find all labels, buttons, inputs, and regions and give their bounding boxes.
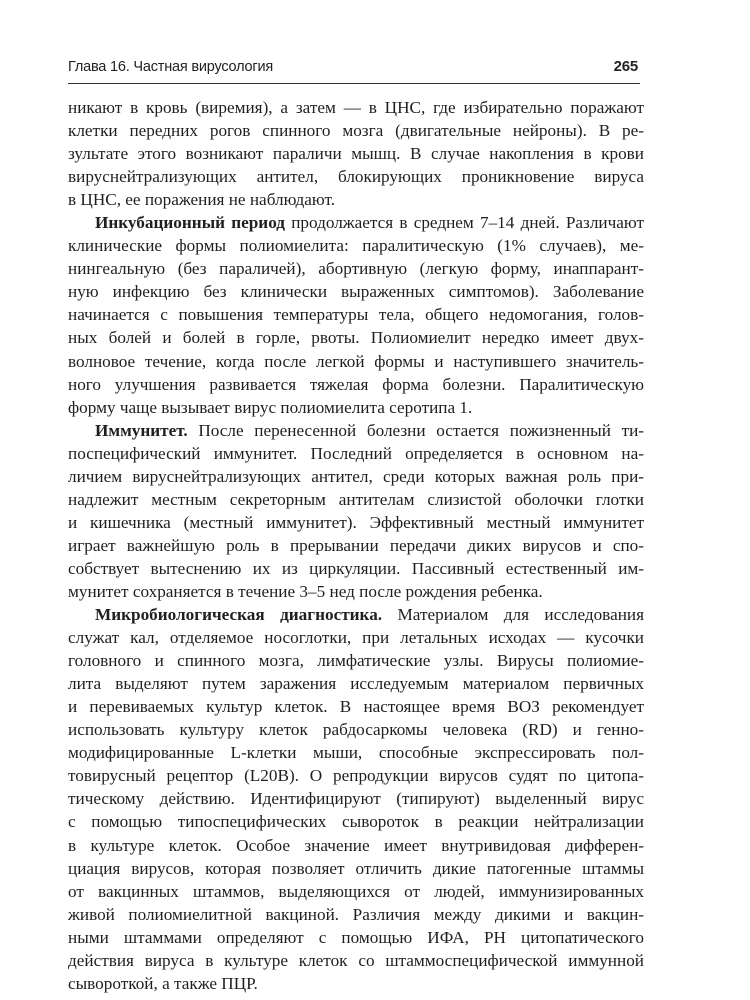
text-line: [68, 926, 644, 949]
line-text: ными штаммами определяют с помощью ИФА, РН цитопатического: [68, 927, 644, 947]
text-line: [68, 303, 644, 326]
text-line: [68, 465, 644, 488]
line-text: начинается с повышения температуры тела, общего недомогания, голов-: [68, 305, 644, 325]
line-text: личием вируснейтрализующих антител, среди которых важная роль при-: [68, 466, 644, 486]
running-header: [68, 58, 638, 75]
text-line: [68, 326, 644, 349]
line-text: циация вирусов, которая позволяет отличить дикие патогенные штаммы: [68, 858, 644, 878]
line-text: играет важнейшую роль в прерывании передачи диких вирусов и спо-: [68, 535, 644, 555]
line-text: клинические формы полиомиелита: паралитическую (1% случаев), ме-: [68, 236, 644, 256]
text-line: [68, 741, 644, 764]
line-text: нингеальную (без параличей), абортивную (легкую форму, инаппарант-: [68, 259, 644, 279]
text-line: [68, 718, 644, 741]
line-text: от вакцинных штаммов, выделяющихся от людей, иммунизированных: [68, 881, 644, 901]
line-text: служат кал, отделяемое носоглотки, при летальных исходах — кусочки: [68, 628, 644, 648]
text-line: [68, 211, 644, 234]
paragraph: [68, 96, 644, 211]
line-text: тическому действию. Идентифицируют (типируют) выделенный вирус: [68, 789, 644, 809]
text-line: [68, 695, 644, 718]
line-text: товирусный рецептор (L20B). О репродукции вирусов судят по цитопа-: [68, 766, 644, 786]
text-line: [68, 280, 644, 303]
line-text: ных болей и болей в горле, рвоты. Полиомиелит нередко имеет двух-: [68, 328, 644, 348]
line-text: Материалом для исследования: [382, 605, 645, 625]
line-text: продолжается в среднем 7–14 дней. Различают: [285, 213, 644, 233]
text-line: [68, 350, 644, 373]
text-line: [68, 557, 644, 580]
paragraph: [68, 419, 644, 603]
line-text: живой полиомиелитной вакциной. Различия между дикими и вакцин-: [68, 904, 644, 924]
line-text: форму чаще вызывает вирус полиомиелита серотипа 1.: [68, 397, 473, 417]
text-line: [68, 626, 644, 649]
body-text: [68, 96, 644, 995]
text-line: [68, 142, 644, 165]
text-line: [68, 672, 644, 695]
line-text: в культуре клеток. Особое значение имеет внутривидовая дифферен-: [68, 835, 644, 855]
text-line: [68, 580, 644, 603]
text-line: [68, 119, 644, 142]
text-line: [68, 511, 644, 534]
text-line: [68, 188, 644, 211]
text-line: [68, 442, 644, 465]
text-line: [68, 880, 644, 903]
line-text: сывороткой, а также ПЦР.: [68, 973, 258, 993]
line-text: ную инфекцию без клинически выраженных симптомов). Заболевание: [68, 282, 644, 302]
line-text: волновое течение, когда после легкой формы и наступившего значитель-: [68, 351, 644, 371]
text-line: [68, 834, 644, 857]
section-keyword: Иммунитет.: [95, 420, 188, 440]
text-line: [68, 165, 644, 188]
line-text: использовать культуру клеток рабдосаркомы человека (RD) и генно-: [68, 720, 644, 740]
text-line: [68, 373, 644, 396]
text-line: [68, 903, 644, 926]
line-text: ного улучшения развивается тяжелая форма болезни. Паралитическую: [68, 374, 644, 394]
chapter-title: Глава 16. Частная вирусология: [68, 59, 274, 75]
line-text: с помощью типоспецифических сывороток в реакции нейтрализации: [68, 812, 644, 832]
text-line: [68, 949, 644, 972]
line-text: действия вируса в культуре клеток со штаммоспецифической иммунной: [68, 950, 644, 970]
text-line: [68, 603, 644, 626]
text-line: [68, 257, 644, 280]
text-line: [68, 972, 644, 995]
line-text: поспецифический иммунитет. Последний определяется в основном на-: [68, 443, 644, 463]
paragraph: [68, 211, 644, 418]
line-text: собствует вытеснению их из циркуляции. Пассивный естественный им-: [68, 558, 644, 578]
line-text: головного и спинного мозга, лимфатические узлы. Вирусы полиомие-: [68, 651, 644, 671]
text-line: [68, 649, 644, 672]
header-divider: [68, 83, 640, 84]
text-line: [68, 396, 644, 419]
line-text: модифицированные L-клетки мыши, способные экспрессировать пол-: [68, 743, 644, 763]
text-line: [68, 787, 644, 810]
text-line: [68, 857, 644, 880]
text-line: [68, 419, 644, 442]
line-text: мунитет сохраняется в течение 3–5 нед после рождения ребенка.: [68, 581, 543, 601]
line-text: в ЦНС, ее поражения не наблюдают.: [68, 190, 336, 210]
section-keyword: Инкубационный период: [95, 213, 286, 233]
line-text: никают в кровь (виремия), а затем — в ЦНС, где избирательно поражают: [68, 98, 644, 117]
text-line: [68, 488, 644, 511]
text-line: [68, 96, 644, 119]
line-text: лита выделяют путем заражения исследуемым материалом первичных: [68, 674, 644, 694]
line-text: зультате этого возникают параличи мышц. В случае накопления в крови: [68, 144, 644, 164]
line-text: и кишечника (местный иммунитет). Эффективный местный иммунитет: [68, 512, 644, 532]
text-line: [68, 534, 644, 557]
paragraph: [68, 603, 644, 995]
text-line: [68, 764, 644, 787]
line-text: клетки передних рогов спинного мозга (двигательные нейроны). В ре-: [68, 121, 644, 141]
section-keyword: Микробиологическая диагностика.: [95, 605, 383, 625]
line-text: надлежит местным секреторным антителам слизистой оболочки глотки: [68, 489, 644, 509]
text-line: [68, 234, 644, 257]
line-text: вируснейтрализующих антител, блокирующих проникновение вируса: [68, 167, 644, 187]
text-line: [68, 810, 644, 833]
line-text: и перевиваемых культур клеток. В настоящее время ВОЗ рекомендует: [68, 697, 644, 717]
line-text: После перенесенной болезни остается пожизненный ти-: [187, 420, 644, 440]
page-number: 265: [613, 58, 638, 75]
